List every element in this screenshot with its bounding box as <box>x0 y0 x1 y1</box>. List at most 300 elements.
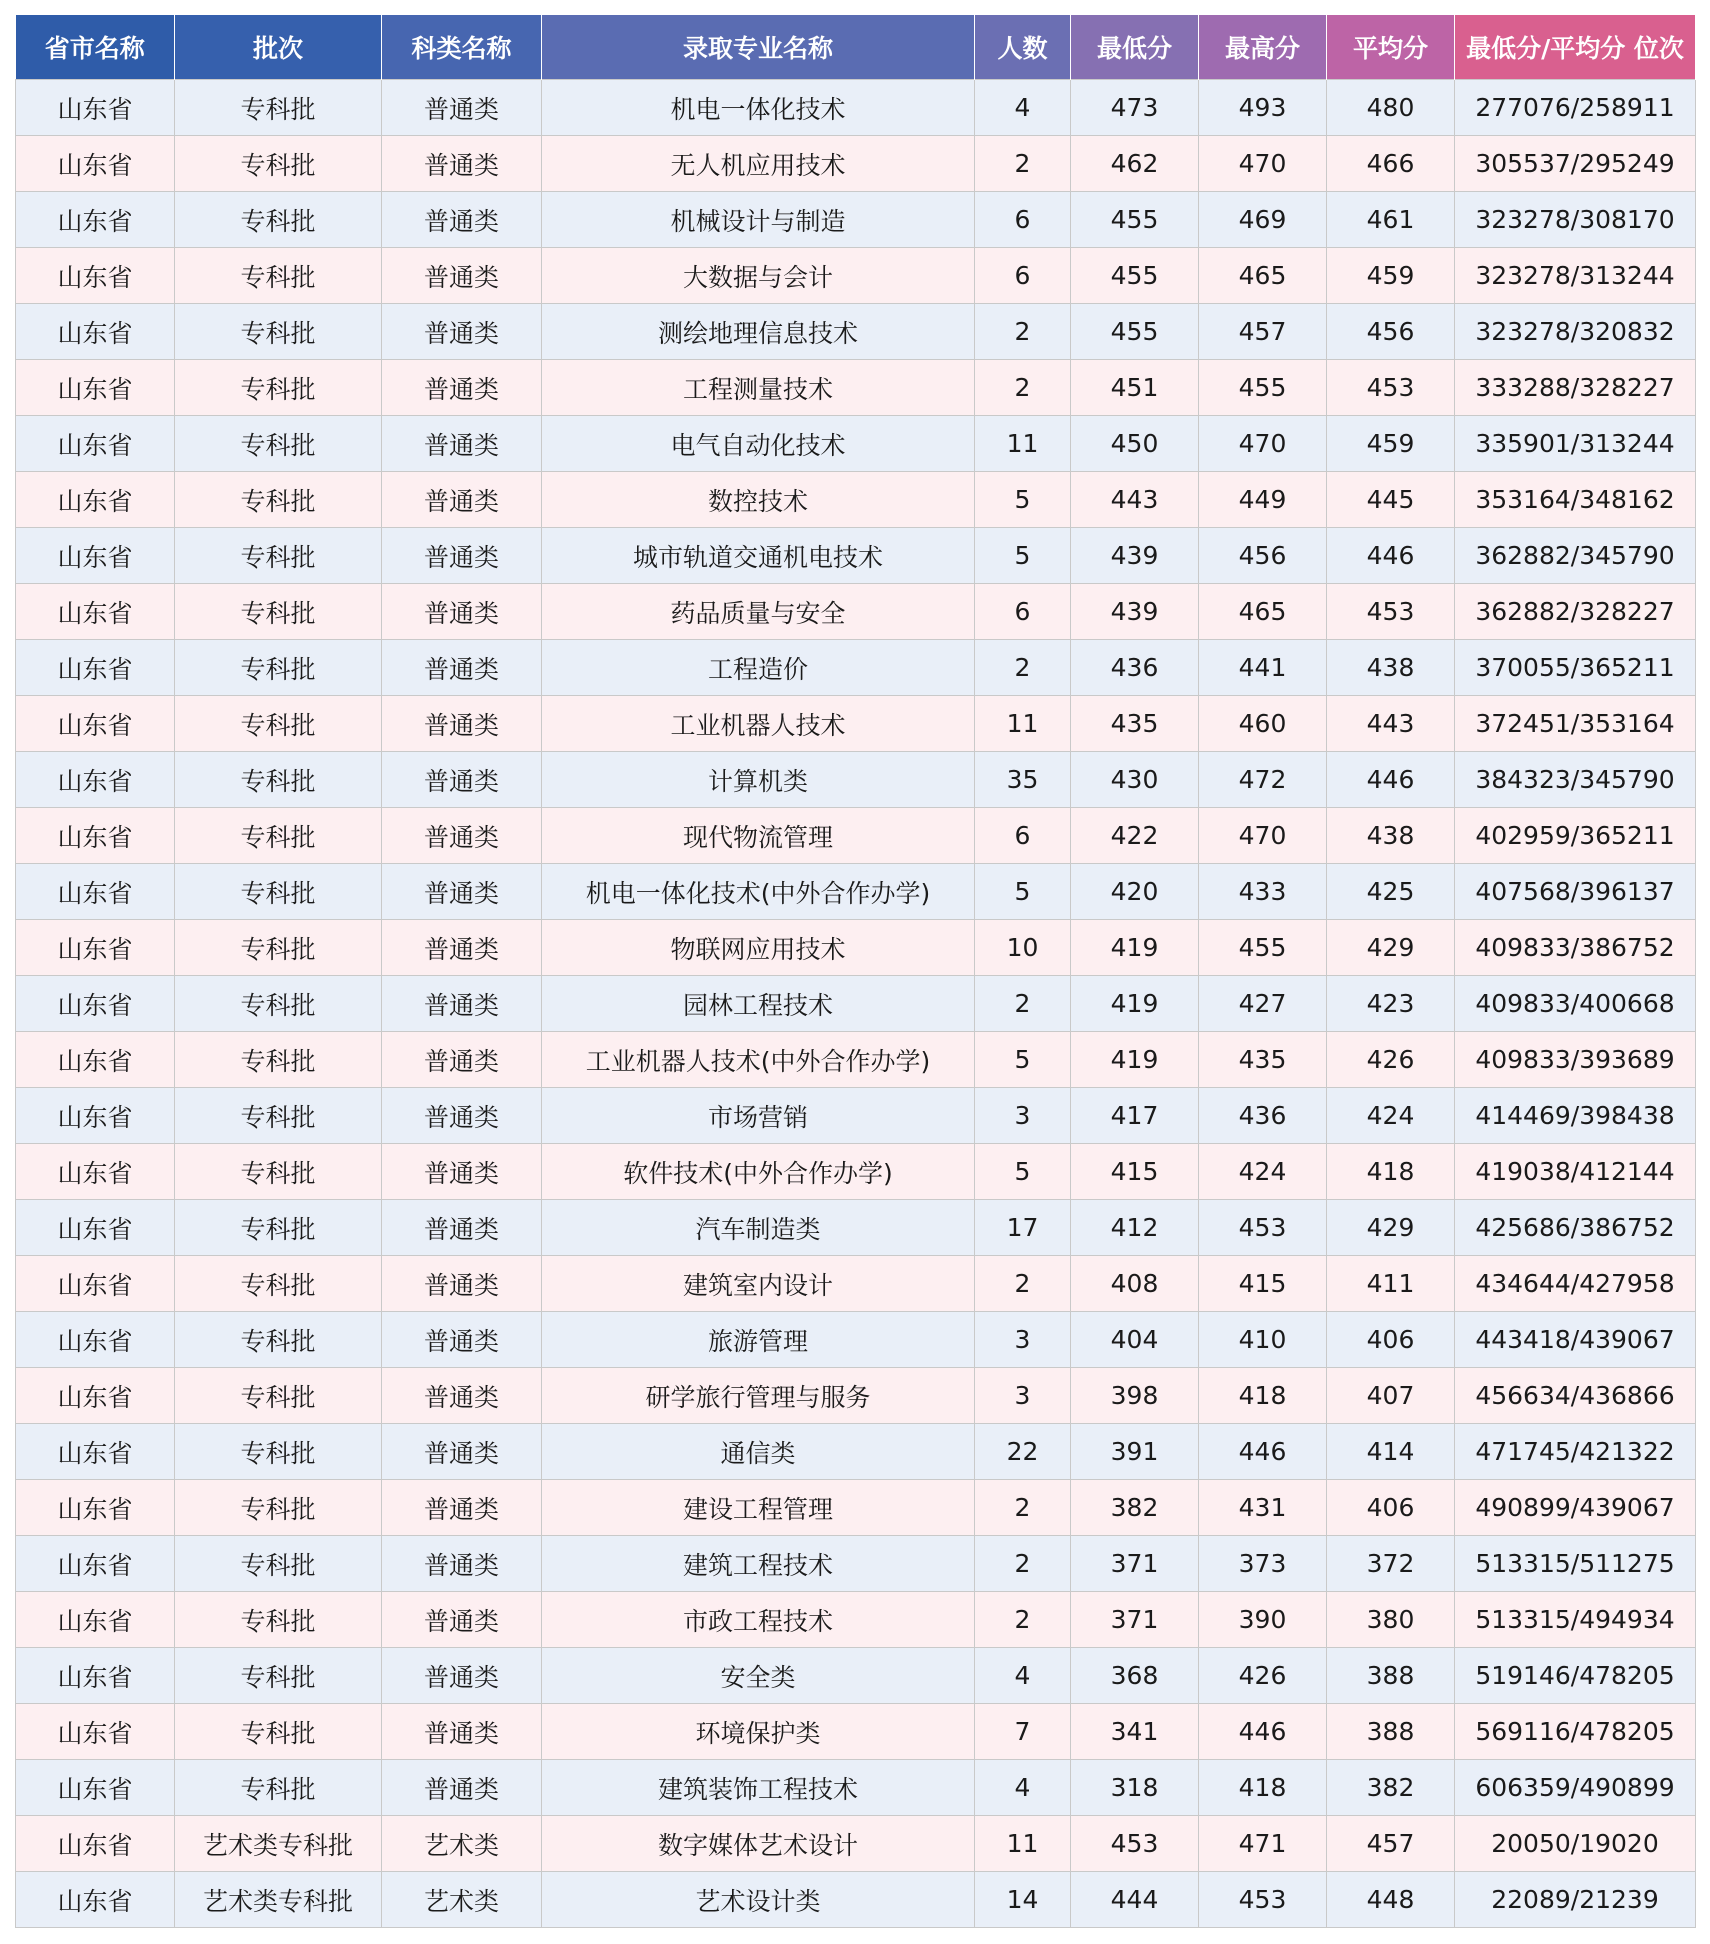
category-cell: 普通类 <box>382 584 542 640</box>
category-cell: 普通类 <box>382 136 542 192</box>
table-row <box>16 1424 1696 1480</box>
category-cell: 普通类 <box>382 416 542 472</box>
count-cell: 5 <box>975 1144 1071 1200</box>
admission-table-container <box>15 15 1695 1928</box>
count-cell: 5 <box>975 528 1071 584</box>
batch-cell: 专科批 <box>175 1312 382 1368</box>
max-score-cell: 427 <box>1199 976 1327 1032</box>
major-cell: 建筑工程技术 <box>542 1536 975 1592</box>
min-score-cell: 371 <box>1071 1592 1199 1648</box>
min-score-cell: 419 <box>1071 920 1199 976</box>
max-score-cell: 424 <box>1199 1144 1327 1200</box>
batch-cell: 专科批 <box>175 528 382 584</box>
table-row <box>16 248 1696 304</box>
count-cell: 5 <box>975 472 1071 528</box>
min-score-cell: 422 <box>1071 808 1199 864</box>
max-score-cell: 493 <box>1199 80 1327 136</box>
table-row <box>16 304 1696 360</box>
batch-cell: 专科批 <box>175 360 382 416</box>
category-cell: 普通类 <box>382 640 542 696</box>
count-cell: 2 <box>975 1480 1071 1536</box>
max-score-cell: 455 <box>1199 360 1327 416</box>
province-cell: 山东省 <box>16 920 175 976</box>
column-header: 平均分 <box>1327 15 1455 80</box>
column-header: 录取专业名称 <box>542 15 975 80</box>
rank-cell: 606359/490899 <box>1455 1760 1696 1816</box>
province-cell: 山东省 <box>16 1144 175 1200</box>
category-cell: 普通类 <box>382 360 542 416</box>
major-cell: 无人机应用技术 <box>542 136 975 192</box>
category-cell: 普通类 <box>382 528 542 584</box>
category-cell: 普通类 <box>382 976 542 1032</box>
batch-cell: 专科批 <box>175 1704 382 1760</box>
province-cell: 山东省 <box>16 416 175 472</box>
table-row <box>16 472 1696 528</box>
max-score-cell: 455 <box>1199 920 1327 976</box>
avg-score-cell: 407 <box>1327 1368 1455 1424</box>
max-score-cell: 457 <box>1199 304 1327 360</box>
table-row <box>16 584 1696 640</box>
category-cell: 艺术类 <box>382 1872 542 1928</box>
major-cell: 药品质量与安全 <box>542 584 975 640</box>
major-cell: 建设工程管理 <box>542 1480 975 1536</box>
count-cell: 7 <box>975 1704 1071 1760</box>
batch-cell: 专科批 <box>175 1424 382 1480</box>
rank-cell: 20050/19020 <box>1455 1816 1696 1872</box>
count-cell: 10 <box>975 920 1071 976</box>
min-score-cell: 398 <box>1071 1368 1199 1424</box>
max-score-cell: 469 <box>1199 192 1327 248</box>
avg-score-cell: 388 <box>1327 1704 1455 1760</box>
major-cell: 安全类 <box>542 1648 975 1704</box>
avg-score-cell: 382 <box>1327 1760 1455 1816</box>
province-cell: 山东省 <box>16 1480 175 1536</box>
admission-table <box>15 15 1696 1928</box>
count-cell: 11 <box>975 1816 1071 1872</box>
major-cell: 旅游管理 <box>542 1312 975 1368</box>
category-cell: 普通类 <box>382 1200 542 1256</box>
rank-cell: 372451/353164 <box>1455 696 1696 752</box>
category-cell: 普通类 <box>382 1424 542 1480</box>
major-cell: 测绘地理信息技术 <box>542 304 975 360</box>
category-cell: 普通类 <box>382 248 542 304</box>
category-cell: 普通类 <box>382 192 542 248</box>
column-header: 最低分 <box>1071 15 1199 80</box>
max-score-cell: 465 <box>1199 248 1327 304</box>
count-cell: 5 <box>975 864 1071 920</box>
count-cell: 4 <box>975 1648 1071 1704</box>
province-cell: 山东省 <box>16 976 175 1032</box>
rank-cell: 419038/412144 <box>1455 1144 1696 1200</box>
min-score-cell: 341 <box>1071 1704 1199 1760</box>
avg-score-cell: 443 <box>1327 696 1455 752</box>
min-score-cell: 455 <box>1071 304 1199 360</box>
avg-score-cell: 459 <box>1327 416 1455 472</box>
batch-cell: 专科批 <box>175 1088 382 1144</box>
category-cell: 普通类 <box>382 808 542 864</box>
major-cell: 机电一体化技术(中外合作办学) <box>542 864 975 920</box>
table-row <box>16 1816 1696 1872</box>
province-cell: 山东省 <box>16 1872 175 1928</box>
table-row <box>16 1704 1696 1760</box>
rank-cell: 323278/313244 <box>1455 248 1696 304</box>
category-cell: 普通类 <box>382 696 542 752</box>
major-cell: 物联网应用技术 <box>542 920 975 976</box>
province-cell: 山东省 <box>16 80 175 136</box>
max-score-cell: 471 <box>1199 1816 1327 1872</box>
avg-score-cell: 459 <box>1327 248 1455 304</box>
category-cell: 艺术类 <box>382 1816 542 1872</box>
table-row <box>16 640 1696 696</box>
table-row <box>16 192 1696 248</box>
avg-score-cell: 429 <box>1327 1200 1455 1256</box>
count-cell: 6 <box>975 584 1071 640</box>
batch-cell: 专科批 <box>175 1368 382 1424</box>
table-row <box>16 1256 1696 1312</box>
min-score-cell: 439 <box>1071 528 1199 584</box>
rank-cell: 519146/478205 <box>1455 1648 1696 1704</box>
rank-cell: 513315/494934 <box>1455 1592 1696 1648</box>
rank-cell: 471745/421322 <box>1455 1424 1696 1480</box>
table-row <box>16 1032 1696 1088</box>
max-score-cell: 436 <box>1199 1088 1327 1144</box>
rank-cell: 414469/398438 <box>1455 1088 1696 1144</box>
batch-cell: 专科批 <box>175 584 382 640</box>
count-cell: 11 <box>975 416 1071 472</box>
province-cell: 山东省 <box>16 528 175 584</box>
table-body <box>16 80 1696 1928</box>
category-cell: 普通类 <box>382 752 542 808</box>
min-score-cell: 412 <box>1071 1200 1199 1256</box>
province-cell: 山东省 <box>16 1760 175 1816</box>
batch-cell: 专科批 <box>175 808 382 864</box>
table-row <box>16 1536 1696 1592</box>
max-score-cell: 472 <box>1199 752 1327 808</box>
count-cell: 35 <box>975 752 1071 808</box>
rank-cell: 409833/386752 <box>1455 920 1696 976</box>
rank-cell: 362882/328227 <box>1455 584 1696 640</box>
category-cell: 普通类 <box>382 1592 542 1648</box>
table-row <box>16 1872 1696 1928</box>
batch-cell: 专科批 <box>175 192 382 248</box>
rank-cell: 323278/308170 <box>1455 192 1696 248</box>
count-cell: 3 <box>975 1088 1071 1144</box>
avg-score-cell: 414 <box>1327 1424 1455 1480</box>
batch-cell: 专科批 <box>175 80 382 136</box>
avg-score-cell: 461 <box>1327 192 1455 248</box>
table-row <box>16 80 1696 136</box>
batch-cell: 专科批 <box>175 640 382 696</box>
batch-cell: 专科批 <box>175 752 382 808</box>
major-cell: 机电一体化技术 <box>542 80 975 136</box>
min-score-cell: 439 <box>1071 584 1199 640</box>
province-cell: 山东省 <box>16 1088 175 1144</box>
avg-score-cell: 406 <box>1327 1480 1455 1536</box>
rank-cell: 569116/478205 <box>1455 1704 1696 1760</box>
max-score-cell: 470 <box>1199 416 1327 472</box>
table-row <box>16 1480 1696 1536</box>
major-cell: 软件技术(中外合作办学) <box>542 1144 975 1200</box>
min-score-cell: 382 <box>1071 1480 1199 1536</box>
count-cell: 11 <box>975 696 1071 752</box>
rank-cell: 362882/345790 <box>1455 528 1696 584</box>
batch-cell: 专科批 <box>175 1536 382 1592</box>
batch-cell: 专科批 <box>175 1256 382 1312</box>
table-row <box>16 416 1696 472</box>
count-cell: 6 <box>975 248 1071 304</box>
max-score-cell: 446 <box>1199 1424 1327 1480</box>
max-score-cell: 426 <box>1199 1648 1327 1704</box>
rank-cell: 353164/348162 <box>1455 472 1696 528</box>
avg-score-cell: 429 <box>1327 920 1455 976</box>
major-cell: 研学旅行管理与服务 <box>542 1368 975 1424</box>
province-cell: 山东省 <box>16 752 175 808</box>
max-score-cell: 441 <box>1199 640 1327 696</box>
major-cell: 通信类 <box>542 1424 975 1480</box>
max-score-cell: 410 <box>1199 1312 1327 1368</box>
avg-score-cell: 438 <box>1327 808 1455 864</box>
count-cell: 6 <box>975 808 1071 864</box>
avg-score-cell: 425 <box>1327 864 1455 920</box>
major-cell: 数字媒体艺术设计 <box>542 1816 975 1872</box>
avg-score-cell: 372 <box>1327 1536 1455 1592</box>
rank-cell: 409833/393689 <box>1455 1032 1696 1088</box>
major-cell: 建筑装饰工程技术 <box>542 1760 975 1816</box>
province-cell: 山东省 <box>16 1200 175 1256</box>
count-cell: 2 <box>975 1256 1071 1312</box>
avg-score-cell: 446 <box>1327 752 1455 808</box>
batch-cell: 专科批 <box>175 976 382 1032</box>
table-row <box>16 1144 1696 1200</box>
column-header: 科类名称 <box>382 15 542 80</box>
province-cell: 山东省 <box>16 640 175 696</box>
count-cell: 5 <box>975 1032 1071 1088</box>
min-score-cell: 450 <box>1071 416 1199 472</box>
min-score-cell: 443 <box>1071 472 1199 528</box>
rank-cell: 22089/21239 <box>1455 1872 1696 1928</box>
min-score-cell: 430 <box>1071 752 1199 808</box>
min-score-cell: 368 <box>1071 1648 1199 1704</box>
max-score-cell: 418 <box>1199 1368 1327 1424</box>
batch-cell: 专科批 <box>175 696 382 752</box>
count-cell: 4 <box>975 1760 1071 1816</box>
category-cell: 普通类 <box>382 1256 542 1312</box>
province-cell: 山东省 <box>16 1312 175 1368</box>
batch-cell: 专科批 <box>175 248 382 304</box>
rank-cell: 407568/396137 <box>1455 864 1696 920</box>
category-cell: 普通类 <box>382 1704 542 1760</box>
avg-score-cell: 456 <box>1327 304 1455 360</box>
count-cell: 2 <box>975 976 1071 1032</box>
province-cell: 山东省 <box>16 248 175 304</box>
max-score-cell: 435 <box>1199 1032 1327 1088</box>
batch-cell: 专科批 <box>175 864 382 920</box>
batch-cell: 专科批 <box>175 136 382 192</box>
province-cell: 山东省 <box>16 584 175 640</box>
max-score-cell: 415 <box>1199 1256 1327 1312</box>
min-score-cell: 391 <box>1071 1424 1199 1480</box>
avg-score-cell: 438 <box>1327 640 1455 696</box>
major-cell: 机械设计与制造 <box>542 192 975 248</box>
count-cell: 2 <box>975 136 1071 192</box>
min-score-cell: 371 <box>1071 1536 1199 1592</box>
category-cell: 普通类 <box>382 920 542 976</box>
column-header: 最低分/平均分 位次 <box>1455 15 1696 80</box>
province-cell: 山东省 <box>16 808 175 864</box>
max-score-cell: 456 <box>1199 528 1327 584</box>
avg-score-cell: 448 <box>1327 1872 1455 1928</box>
count-cell: 2 <box>975 1592 1071 1648</box>
major-cell: 市场营销 <box>542 1088 975 1144</box>
max-score-cell: 453 <box>1199 1872 1327 1928</box>
category-cell: 普通类 <box>382 80 542 136</box>
count-cell: 3 <box>975 1312 1071 1368</box>
avg-score-cell: 466 <box>1327 136 1455 192</box>
min-score-cell: 435 <box>1071 696 1199 752</box>
count-cell: 3 <box>975 1368 1071 1424</box>
max-score-cell: 390 <box>1199 1592 1327 1648</box>
province-cell: 山东省 <box>16 1704 175 1760</box>
major-cell: 工业机器人技术 <box>542 696 975 752</box>
max-score-cell: 446 <box>1199 1704 1327 1760</box>
major-cell: 数控技术 <box>542 472 975 528</box>
table-row <box>16 528 1696 584</box>
max-score-cell: 465 <box>1199 584 1327 640</box>
rank-cell: 513315/511275 <box>1455 1536 1696 1592</box>
province-cell: 山东省 <box>16 1536 175 1592</box>
count-cell: 6 <box>975 192 1071 248</box>
min-score-cell: 408 <box>1071 1256 1199 1312</box>
rank-cell: 443418/439067 <box>1455 1312 1696 1368</box>
major-cell: 电气自动化技术 <box>542 416 975 472</box>
rank-cell: 277076/258911 <box>1455 80 1696 136</box>
major-cell: 大数据与会计 <box>542 248 975 304</box>
batch-cell: 专科批 <box>175 304 382 360</box>
province-cell: 山东省 <box>16 472 175 528</box>
rank-cell: 402959/365211 <box>1455 808 1696 864</box>
min-score-cell: 318 <box>1071 1760 1199 1816</box>
major-cell: 工程造价 <box>542 640 975 696</box>
province-cell: 山东省 <box>16 1368 175 1424</box>
column-header: 人数 <box>975 15 1071 80</box>
rank-cell: 335901/313244 <box>1455 416 1696 472</box>
avg-score-cell: 445 <box>1327 472 1455 528</box>
avg-score-cell: 380 <box>1327 1592 1455 1648</box>
column-header: 批次 <box>175 15 382 80</box>
province-cell: 山东省 <box>16 1424 175 1480</box>
min-score-cell: 444 <box>1071 1872 1199 1928</box>
count-cell: 2 <box>975 304 1071 360</box>
major-cell: 现代物流管理 <box>542 808 975 864</box>
max-score-cell: 373 <box>1199 1536 1327 1592</box>
rank-cell: 370055/365211 <box>1455 640 1696 696</box>
table-row <box>16 808 1696 864</box>
category-cell: 普通类 <box>382 1760 542 1816</box>
batch-cell: 专科批 <box>175 1480 382 1536</box>
table-row <box>16 696 1696 752</box>
max-score-cell: 470 <box>1199 136 1327 192</box>
max-score-cell: 460 <box>1199 696 1327 752</box>
min-score-cell: 415 <box>1071 1144 1199 1200</box>
max-score-cell: 453 <box>1199 1200 1327 1256</box>
min-score-cell: 453 <box>1071 1816 1199 1872</box>
province-cell: 山东省 <box>16 1032 175 1088</box>
batch-cell: 专科批 <box>175 1648 382 1704</box>
batch-cell: 专科批 <box>175 416 382 472</box>
table-row <box>16 864 1696 920</box>
category-cell: 普通类 <box>382 1032 542 1088</box>
min-score-cell: 473 <box>1071 80 1199 136</box>
major-cell: 建筑室内设计 <box>542 1256 975 1312</box>
batch-cell: 专科批 <box>175 1592 382 1648</box>
batch-cell: 专科批 <box>175 1200 382 1256</box>
category-cell: 普通类 <box>382 1368 542 1424</box>
batch-cell: 专科批 <box>175 472 382 528</box>
category-cell: 普通类 <box>382 864 542 920</box>
max-score-cell: 431 <box>1199 1480 1327 1536</box>
table-row <box>16 1648 1696 1704</box>
category-cell: 普通类 <box>382 1536 542 1592</box>
category-cell: 普通类 <box>382 472 542 528</box>
min-score-cell: 455 <box>1071 248 1199 304</box>
batch-cell: 专科批 <box>175 1760 382 1816</box>
table-row <box>16 1760 1696 1816</box>
category-cell: 普通类 <box>382 1312 542 1368</box>
table-row <box>16 1592 1696 1648</box>
province-cell: 山东省 <box>16 136 175 192</box>
province-cell: 山东省 <box>16 696 175 752</box>
rank-cell: 305537/295249 <box>1455 136 1696 192</box>
avg-score-cell: 424 <box>1327 1088 1455 1144</box>
major-cell: 汽车制造类 <box>542 1200 975 1256</box>
avg-score-cell: 453 <box>1327 584 1455 640</box>
major-cell: 艺术设计类 <box>542 1872 975 1928</box>
count-cell: 14 <box>975 1872 1071 1928</box>
avg-score-cell: 406 <box>1327 1312 1455 1368</box>
major-cell: 城市轨道交通机电技术 <box>542 528 975 584</box>
province-cell: 山东省 <box>16 1592 175 1648</box>
avg-score-cell: 446 <box>1327 528 1455 584</box>
avg-score-cell: 480 <box>1327 80 1455 136</box>
column-header: 省市名称 <box>16 15 175 80</box>
min-score-cell: 417 <box>1071 1088 1199 1144</box>
max-score-cell: 449 <box>1199 472 1327 528</box>
major-cell: 工业机器人技术(中外合作办学) <box>542 1032 975 1088</box>
category-cell: 普通类 <box>382 1480 542 1536</box>
category-cell: 普通类 <box>382 1648 542 1704</box>
rank-cell: 425686/386752 <box>1455 1200 1696 1256</box>
rank-cell: 384323/345790 <box>1455 752 1696 808</box>
batch-cell: 专科批 <box>175 1144 382 1200</box>
rank-cell: 490899/439067 <box>1455 1480 1696 1536</box>
province-cell: 山东省 <box>16 1648 175 1704</box>
category-cell: 普通类 <box>382 304 542 360</box>
avg-score-cell: 426 <box>1327 1032 1455 1088</box>
count-cell: 17 <box>975 1200 1071 1256</box>
count-cell: 22 <box>975 1424 1071 1480</box>
header-row <box>16 15 1696 80</box>
province-cell: 山东省 <box>16 864 175 920</box>
table-row <box>16 1312 1696 1368</box>
avg-score-cell: 423 <box>1327 976 1455 1032</box>
table-row <box>16 1200 1696 1256</box>
min-score-cell: 455 <box>1071 192 1199 248</box>
min-score-cell: 419 <box>1071 1032 1199 1088</box>
count-cell: 2 <box>975 640 1071 696</box>
min-score-cell: 451 <box>1071 360 1199 416</box>
max-score-cell: 418 <box>1199 1760 1327 1816</box>
province-cell: 山东省 <box>16 1816 175 1872</box>
